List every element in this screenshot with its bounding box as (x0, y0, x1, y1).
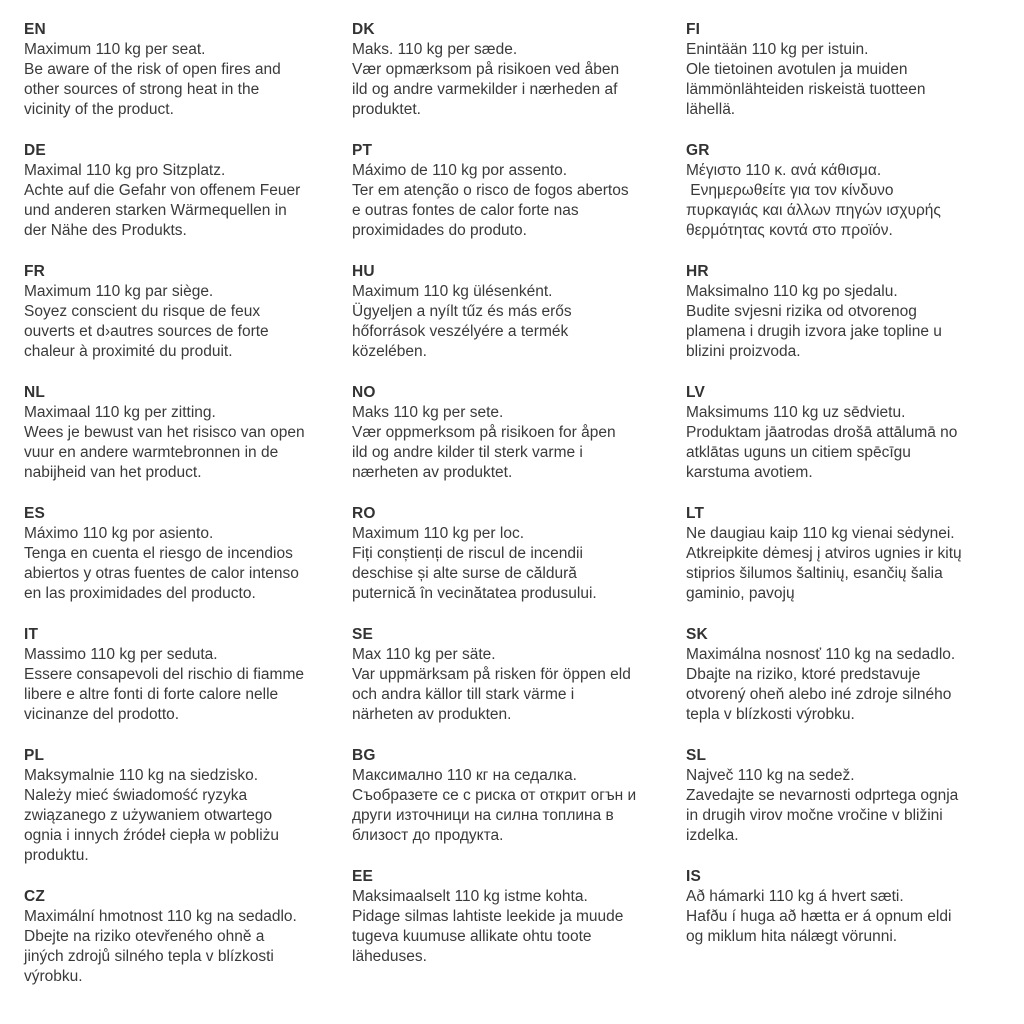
language-code: SL (686, 747, 707, 764)
language-block-fi (686, 20, 1018, 120)
language-block-sk (686, 625, 1018, 725)
language-code: ES (24, 505, 46, 522)
instruction-line: közelében. (352, 343, 427, 360)
instruction-line: близост до продукта. (352, 827, 504, 844)
instruction-line: Максимално 110 кг на седалка. (352, 767, 577, 784)
instruction-line: Maximaal 110 kg per zitting. (24, 404, 216, 421)
column-2 (352, 20, 686, 1008)
instruction-line: lämmönlähteiden riskeistä tuotteen (686, 81, 926, 98)
instruction-line: Ole tietoinen avotulen ja muiden (686, 61, 908, 78)
language-code: IT (24, 626, 39, 643)
language-code: NL (24, 384, 46, 401)
language-code: GR (686, 142, 710, 159)
language-code: FI (686, 21, 701, 38)
language-block-gr (686, 141, 1018, 241)
instruction-line: Ügyeljen a nyílt tűz és más erős (352, 303, 572, 320)
language-block-se (352, 625, 686, 725)
language-block-lv (686, 383, 1018, 483)
instruction-line: Maksimums 110 kg uz sēdvietu. (686, 404, 906, 421)
instruction-line: libere e altre fonti di forte calore nelle (24, 686, 279, 703)
instruction-line: Maximal 110 kg pro Sitzplatz. (24, 162, 226, 179)
language-code: DK (352, 21, 375, 38)
columns (24, 20, 1018, 1008)
language-code: CZ (24, 888, 46, 905)
instruction-line: Soyez conscient du risque de feux (24, 303, 261, 320)
instruction-line: Največ 110 kg na sedež. (686, 767, 855, 784)
instruction-line: Dbejte na riziko otevřeného ohně a (24, 928, 265, 945)
language-block-dk (352, 20, 686, 120)
instruction-line: nærheten av produktet. (352, 464, 513, 481)
language-block-ro (352, 504, 686, 604)
instruction-line: Tenga en cuenta el riesgo de incendios (24, 545, 293, 562)
language-block-en (24, 20, 352, 120)
instruction-line: abiertos y otras fuentes de calor intenso (24, 565, 299, 582)
instruction-line: produktu. (24, 847, 89, 864)
instruction-line: karstuma avotiem. (686, 464, 813, 481)
language-block-fr (24, 262, 352, 362)
instruction-line: Maksymalnie 110 kg na siedzisko. (24, 767, 259, 784)
language-block-is (686, 867, 1018, 947)
language-code: LV (686, 384, 706, 401)
language-block-sl (686, 746, 1018, 846)
instruction-line: ouverts et d›autres sources de forte (24, 323, 269, 340)
instruction-line: Wees je bewust van het risisco van open (24, 424, 305, 441)
instruction-line: otvorený oheň alebo iné zdroje silného (686, 686, 952, 703)
instruction-line: hőforrások veszélyére a termék (352, 323, 569, 340)
instruction-line: Vær opmærksom på risikoen ved åben (352, 61, 620, 78)
instruction-line: jiných zdrojů silného tepla v blízkosti (24, 948, 274, 965)
instruction-line: Vær oppmerksom på risikoen for åpen (352, 424, 616, 441)
column-3 (686, 20, 1018, 1008)
language-block-es (24, 504, 352, 604)
instruction-line: Máximo 110 kg por asiento. (24, 525, 214, 542)
instruction-line: други източници на силна топлина в (352, 807, 614, 824)
instruction-line: Maximum 110 kg ülésenként. (352, 283, 553, 300)
instruction-line: Zavedajte se nevarnosti odprtega ognja (686, 787, 959, 804)
language-block-ee (352, 867, 686, 967)
language-code: PT (352, 142, 373, 159)
instruction-line: Enintään 110 kg per istuin. (686, 41, 869, 58)
language-block-pt (352, 141, 686, 241)
instruction-line: Máximo de 110 kg por assento. (352, 162, 568, 179)
instruction-line: in drugih virov močne vročine v bližini (686, 807, 943, 824)
language-block-nl (24, 383, 352, 483)
language-block-de (24, 141, 352, 241)
instruction-line: Maximum 110 kg par siège. (24, 283, 214, 300)
language-code: EE (352, 868, 374, 885)
instruction-line: Maximum 110 kg per seat. (24, 41, 206, 58)
instruction-line: πυρκαγιάς και άλλων πηγών ισχυρής (686, 202, 941, 219)
instruction-line: Maximum 110 kg per loc. (352, 525, 524, 542)
instruction-line: gaminio, pavojų (686, 585, 795, 602)
language-code: IS (686, 868, 702, 885)
instruction-line: vicinanze del prodotto. (24, 706, 180, 723)
instruction-line: og miklum hita nálægt vörunni. (686, 928, 898, 945)
instruction-line: ild og andre kilder til sterk varme i (352, 444, 583, 461)
column-1 (24, 20, 352, 1008)
language-code: HR (686, 263, 709, 280)
instruction-line: Fiți conștienți de riscul de incendii (352, 545, 583, 562)
instruction-line: ild og andre varmekilder i nærheden af (352, 81, 618, 98)
instruction-line: närheten av produkten. (352, 706, 512, 723)
instruction-line: Ne daugiau kaip 110 kg vienai sėdynei. (686, 525, 955, 542)
language-code: LT (686, 505, 705, 522)
instruction-line: Съобразете се с риска от открит огън и (352, 787, 637, 804)
instruction-line: Essere consapevoli del rischio di fiamme (24, 666, 304, 683)
language-code: FR (24, 263, 46, 280)
instruction-line: Maximálna nosnosť 110 kg na sedadlo. (686, 646, 956, 663)
instruction-line: Að hámarki 110 kg á hvert sæti. (686, 888, 904, 905)
language-code: SE (352, 626, 374, 643)
instruction-line: Pidage silmas lahtiste leekide ja muude (352, 908, 624, 925)
instruction-line: läheduses. (352, 948, 427, 965)
instruction-line: Dbajte na riziko, ktoré predstavuje (686, 666, 921, 683)
instruction-line: nabijheid van het product. (24, 464, 202, 481)
instruction-line: puternică în vecinătatea produsului. (352, 585, 597, 602)
instruction-line: tugeva kuumuse allikate ohtu toote (352, 928, 592, 945)
instruction-line: Maks. 110 kg per sæde. (352, 41, 518, 58)
instruction-line: związanego z używaniem otwartego (24, 807, 273, 824)
language-code: DE (24, 142, 46, 159)
instruction-line: vuur en andere warmtebronnen in de (24, 444, 279, 461)
instruction-line: Massimo 110 kg per seduta. (24, 646, 218, 663)
language-block-lt (686, 504, 1018, 604)
instruction-line: Μέγιστο 110 κ. ανά κάθισμα. (686, 162, 882, 179)
instruction-line: vicinity of the product. (24, 101, 174, 118)
instruction-line: Należy mieć świadomość ryzyka (24, 787, 248, 804)
instruction-line: atklātas uguns un citiem spēcīgu (686, 444, 911, 461)
instruction-line: och andra källor till stark värme i (352, 686, 575, 703)
instruction-line: Hafðu í huga að hætta er á opnum eldi (686, 908, 952, 925)
instruction-line: izdelka. (686, 827, 739, 844)
instruction-line: plamena i drugih izvora jake topline u (686, 323, 942, 340)
instruction-line: Maks 110 kg per sete. (352, 404, 504, 421)
instruction-line: blizini proizvoda. (686, 343, 801, 360)
language-code: NO (352, 384, 376, 401)
instruction-line: Produktam jāatrodas drošā attālumā no (686, 424, 958, 441)
instruction-line: lähellä. (686, 101, 736, 118)
instruction-line: tepla v blízkosti výrobku. (686, 706, 855, 723)
instruction-line: proximidades do produto. (352, 222, 527, 239)
instruction-line: Var uppmärksam på risken för öppen eld (352, 666, 631, 683)
instruction-line: Budite svjesni rizika od otvorenog (686, 303, 917, 320)
instruction-line: en las proximidades del producto. (24, 585, 256, 602)
instruction-line: θερμότητας κοντά στο προϊόν. (686, 222, 893, 239)
instruction-line: výrobku. (24, 968, 83, 985)
instruction-line: produktet. (352, 101, 421, 118)
language-code: RO (352, 505, 376, 522)
language-code: EN (24, 21, 46, 38)
language-block-pl (24, 746, 352, 866)
instruction-line: deschise și alte surse de căldură (352, 565, 577, 582)
language-block-no (352, 383, 686, 483)
language-block-it (24, 625, 352, 725)
instruction-line: Maximální hmotnost 110 kg na sedadlo. (24, 908, 297, 925)
language-code: BG (352, 747, 376, 764)
language-code: PL (24, 747, 45, 764)
language-block-bg (352, 746, 686, 846)
instruction-line: other sources of strong heat in the (24, 81, 260, 98)
instruction-line: stiprios šilumos šaltinių, esančių šalia (686, 565, 943, 582)
language-block-hr (686, 262, 1018, 362)
instruction-line: Maksimalno 110 kg po sjedalu. (686, 283, 898, 300)
instruction-line: Max 110 kg per säte. (352, 646, 496, 663)
instruction-line: Achte auf die Gefahr von offenem Feuer (24, 182, 301, 199)
language-block-cz (24, 887, 352, 987)
instruction-line: Ενημερωθείτε για τον κίνδυνο (686, 182, 894, 199)
instruction-line: ognia i innych źródeł ciepła w pobliżu (24, 827, 280, 844)
instruction-line: der Nähe des Produkts. (24, 222, 187, 239)
instruction-line: Be aware of the risk of open fires and (24, 61, 281, 78)
instruction-line: chaleur à proximité du produit. (24, 343, 233, 360)
instruction-line: Atkreipkite dėmesj į atviros ugnies ir kitų (686, 545, 962, 562)
instruction-line: Ter em atenção o risco de fogos abertos (352, 182, 629, 199)
language-block-hu (352, 262, 686, 362)
language-code: HU (352, 263, 375, 280)
language-code: SK (686, 626, 708, 643)
instruction-line: e outras fontes de calor forte nas (352, 202, 579, 219)
instruction-line: und anderen starken Wärmequellen in (24, 202, 287, 219)
instruction-line: Maksimaalselt 110 kg istme kohta. (352, 888, 588, 905)
